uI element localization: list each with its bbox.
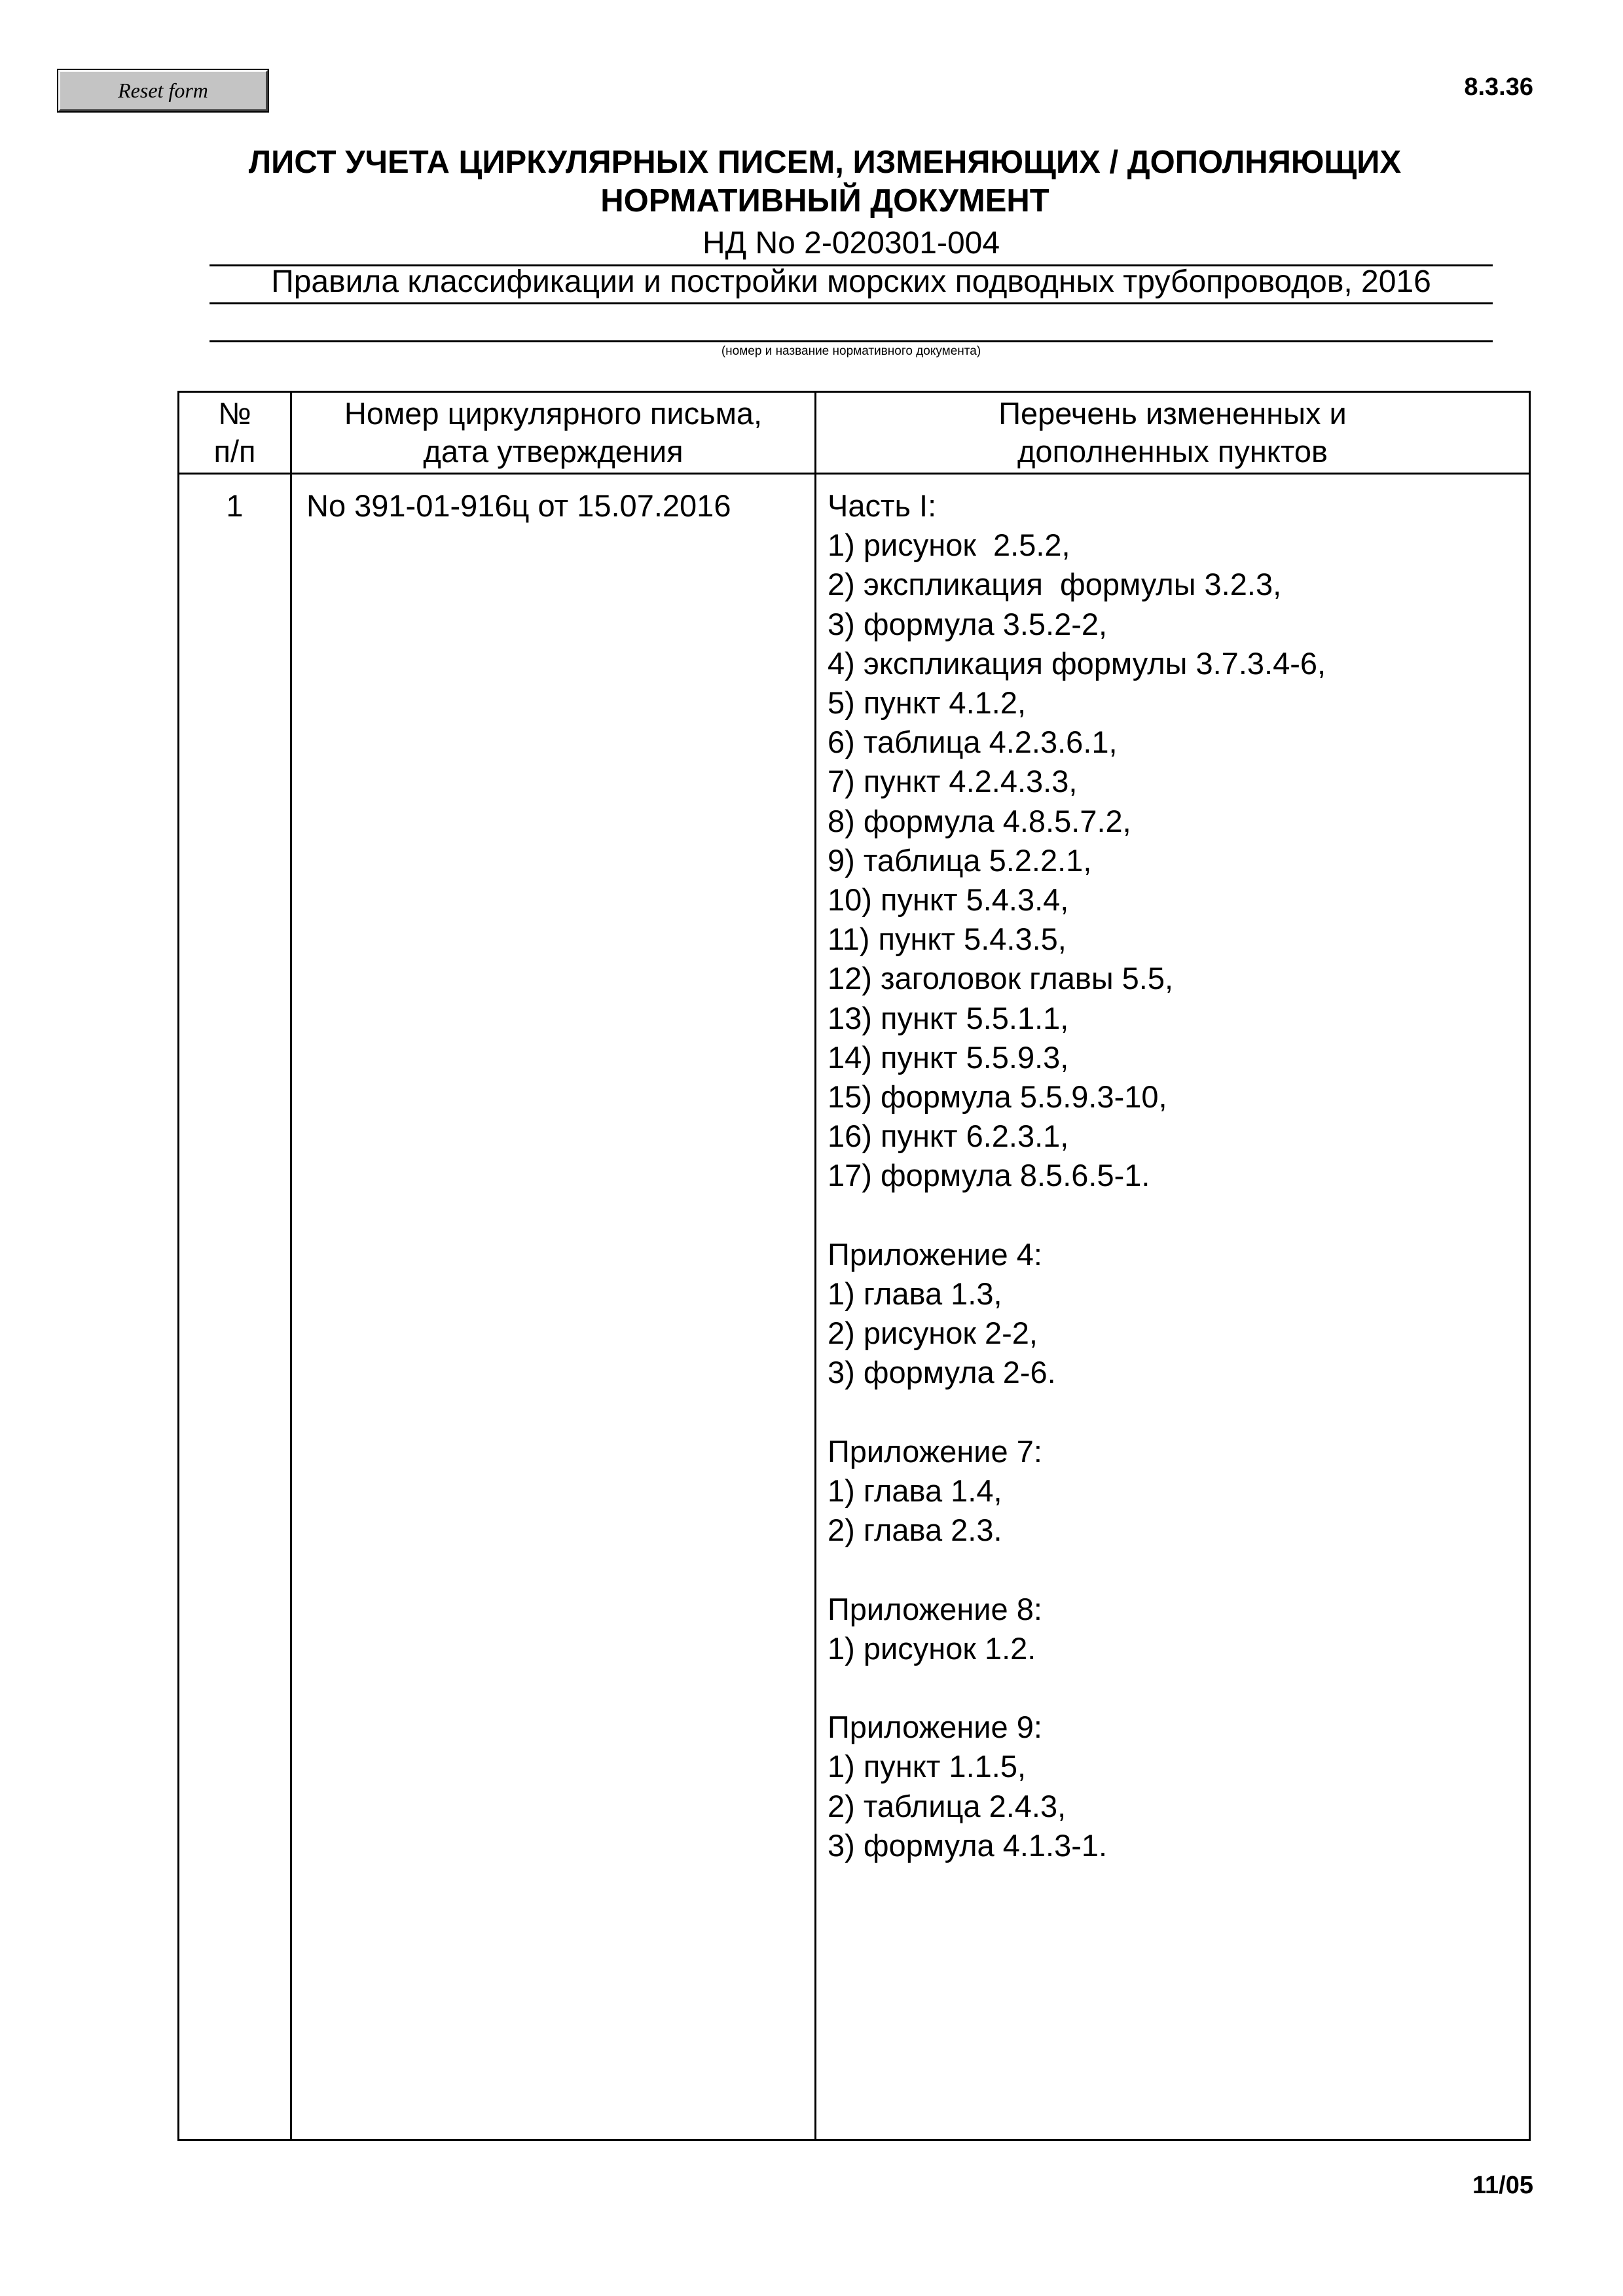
list-item: 2) глава 2.3. [828,1513,1002,1548]
items-group-appendix-9 [828,1708,1528,1865]
header-num [179,392,291,474]
document-caption: (номер и название нормативного документа) [721,344,981,358]
list-item: 5) пункт 4.1.2, [828,685,1027,721]
list-item: 17) формула 8.5.6.5-1. [828,1158,1150,1193]
document-number[interactable]: НД No 2-020301-004 [702,226,1000,260]
items-group-appendix-7 [828,1432,1528,1551]
group-heading: Приложение 4: [828,1236,1042,1272]
items-group-part-1 [828,486,1528,1196]
header-letter-line-2: дата утверждения [423,434,684,469]
list-item: 8) формула 4.8.5.7.2, [828,803,1131,838]
header-items [816,392,1530,474]
group-heading: Приложение 7: [828,1433,1042,1469]
list-item: 2) экспликация формулы 3.2.3, [828,567,1282,602]
document-extra-underline [210,340,1493,342]
items-group-appendix-8 [828,1590,1528,1668]
title-line-2: НОРМАТИВНЫЙ ДОКУМЕНТ [600,183,1049,219]
items-group-appendix-4 [828,1235,1528,1393]
group-heading: Приложение 9: [828,1710,1042,1745]
document-name[interactable]: Правила классификации и постройки морских подводных трубопроводов, 2016 [271,264,1431,299]
table-header-row [179,392,1530,474]
list-item: 15) формула 5.5.9.3-10, [828,1079,1167,1115]
form-code: 8.3.36 [1464,73,1533,101]
list-item: 7) пункт 4.2.4.3.3, [828,764,1078,799]
list-item: 3) формула 4.1.3-1. [828,1827,1108,1863]
page-code: 11/05 [1472,2172,1533,2199]
header-items-line-1: Перечень измененных и [998,396,1347,431]
group-heading: Часть I: [828,488,937,523]
list-item: 14) пункт 5.5.9.3, [828,1039,1069,1075]
list-item: 13) пункт 5.5.1.1, [828,1000,1069,1035]
group-heading: Приложение 8: [828,1591,1042,1626]
list-item: 1) рисунок 2.5.2, [828,528,1070,563]
list-item: 2) рисунок 2-2, [828,1316,1038,1351]
list-item: 12) заголовок главы 5.5, [828,961,1174,996]
list-item: 2) таблица 2.4.3, [828,1788,1067,1823]
table-row [179,474,1530,2140]
list-item: 3) формула 2-6. [828,1355,1056,1390]
header-num-line-1: № [218,396,251,431]
list-item: 9) таблица 5.2.2.1, [828,842,1092,878]
list-item: 3) формула 3.5.2-2, [828,606,1108,641]
list-item: 1) глава 1.4, [828,1473,1002,1509]
list-item: 1) глава 1.3, [828,1276,1002,1312]
list-item: 6) таблица 4.2.3.6.1, [828,725,1118,760]
title-line-1: ЛИСТ УЧЕТА ЦИРКУЛЯРНЫХ ПИСЕМ, ИЗМЕНЯЮЩИХ / ДОПОЛНЯЮЩИХ [248,145,1402,180]
circular-letters-table [177,391,1531,2141]
list-item: 1) рисунок 1.2. [828,1630,1036,1666]
header-items-line-2: дополненных пунктов [1017,434,1328,469]
list-item: 11) пункт 5.4.3.5, [828,922,1067,957]
header-num-line-2: п/п [213,434,256,469]
list-item: 4) экспликация формулы 3.7.3.4-6, [828,645,1326,681]
header-letter [291,392,816,474]
circular-letter-cell[interactable]: No 391-01-916ц от 15.07.2016 [291,474,816,2140]
changed-items-cell[interactable] [816,474,1530,2140]
list-item: 10) пункт 5.4.3.4, [828,882,1069,918]
document-name-underline [210,302,1493,304]
row-number[interactable]: 1 [179,474,291,2140]
header-letter-line-1: Номер циркулярного письма, [344,396,763,431]
reset-form-button[interactable]: Reset form [58,70,268,111]
list-item: 16) пункт 6.2.3.1, [828,1119,1069,1154]
list-item: 1) пункт 1.1.5, [828,1749,1027,1784]
